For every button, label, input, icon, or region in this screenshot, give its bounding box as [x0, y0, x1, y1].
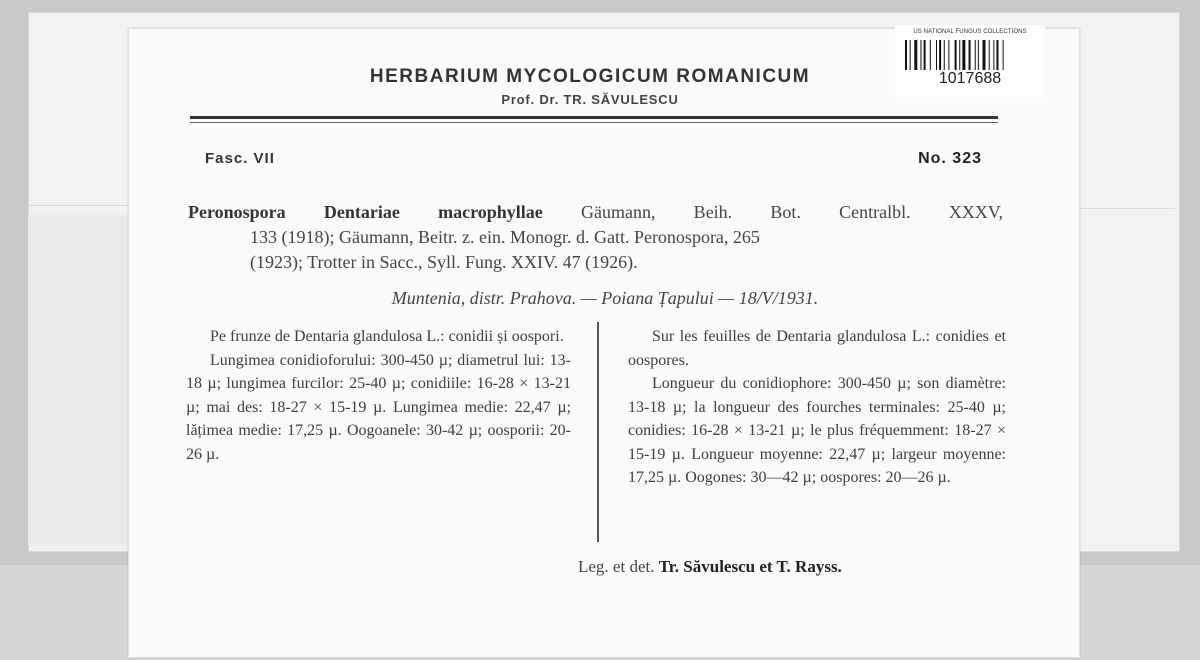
romanian-description: [186, 325, 571, 466]
taxon-citation: [188, 200, 1003, 275]
column-divider: [597, 322, 599, 542]
folder-flap: [28, 215, 128, 545]
citation-authority: Gäumann, Beih. Bot. Centralbl. XXXV,: [580, 202, 1004, 222]
collectors-names: Tr. Săvulescu et T. Rayss.: [658, 557, 842, 576]
folder-fold-line-right: [1080, 208, 1175, 209]
citation-line-1: [188, 200, 1003, 225]
barcode-caption: US NATIONAL FUNGUS COLLECTIONS: [913, 29, 1027, 35]
citation-line-2: 133 (1918); Gäumann, Beitr. z. ein. Monogr. d. Gatt. Peronospora, 265: [250, 227, 760, 247]
citation-line-3: (1923); Trotter in Sacc., Syll. Fung. XXIV. 47 (1926).: [250, 252, 638, 272]
french-host: Sur les feuilles de Dentaria glandulosa L.: conidies et oospores.: [628, 328, 1006, 369]
herbarium-subtitle: Prof. Dr. TR. SĂVULESCU: [501, 92, 679, 107]
collectors-line: [578, 557, 998, 577]
romanian-measurements: Lungimea conidioforului: 300-450 µ; diametrul lui: 13-18 µ; lungimea furcilor: 25-40 µ; conidiile: 16-28 × 13-21 µ; mai des: 18-27 × 15-19 µ. Lungimea medie: 22,47 µ; lățimea medie: 17,25 µ. Oogoanele: 30-42 µ; oosporii: 20-26 µ.: [186, 351, 571, 463]
specimen-number: No. 323: [918, 150, 982, 167]
header-rule-thin: [190, 122, 998, 123]
collectors-prefix: Leg. et det.: [578, 557, 655, 576]
herbarium-title: HERBARIUM MYCOLOGICUM ROMANICUM: [369, 66, 811, 87]
french-description: [628, 325, 1006, 490]
locality-line: Muntenia, distr. Prahova. — Poiana Țapului — 18/V/1931.: [391, 288, 819, 308]
header-rule: [190, 116, 998, 119]
taxon-name: Peronospora Dentariae macrophyllae: [188, 202, 543, 222]
barcode-number: 1017688: [938, 70, 1002, 87]
french-measurements: Longueur du conidiophore: 300-450 µ; son diamètre: 13-18 µ; la longueur des fourches terminales: 25-40 µ; conidies: 16-28 × 13-21 µ; le plus fréquemment: 18-27 × 15-19 µ. Longueur moyenne: 22,47 µ; largeur moyenne: 17,25 µ. Oogones: 30—42 µ; oospores: 20—26 µ.: [628, 375, 1006, 486]
folder-fold-line: [28, 205, 138, 206]
fascicle-label: Fasc. VII: [205, 150, 275, 167]
romanian-host: Pe frunze de Dentaria glandulosa L.: conidii și oospori.: [210, 328, 564, 345]
